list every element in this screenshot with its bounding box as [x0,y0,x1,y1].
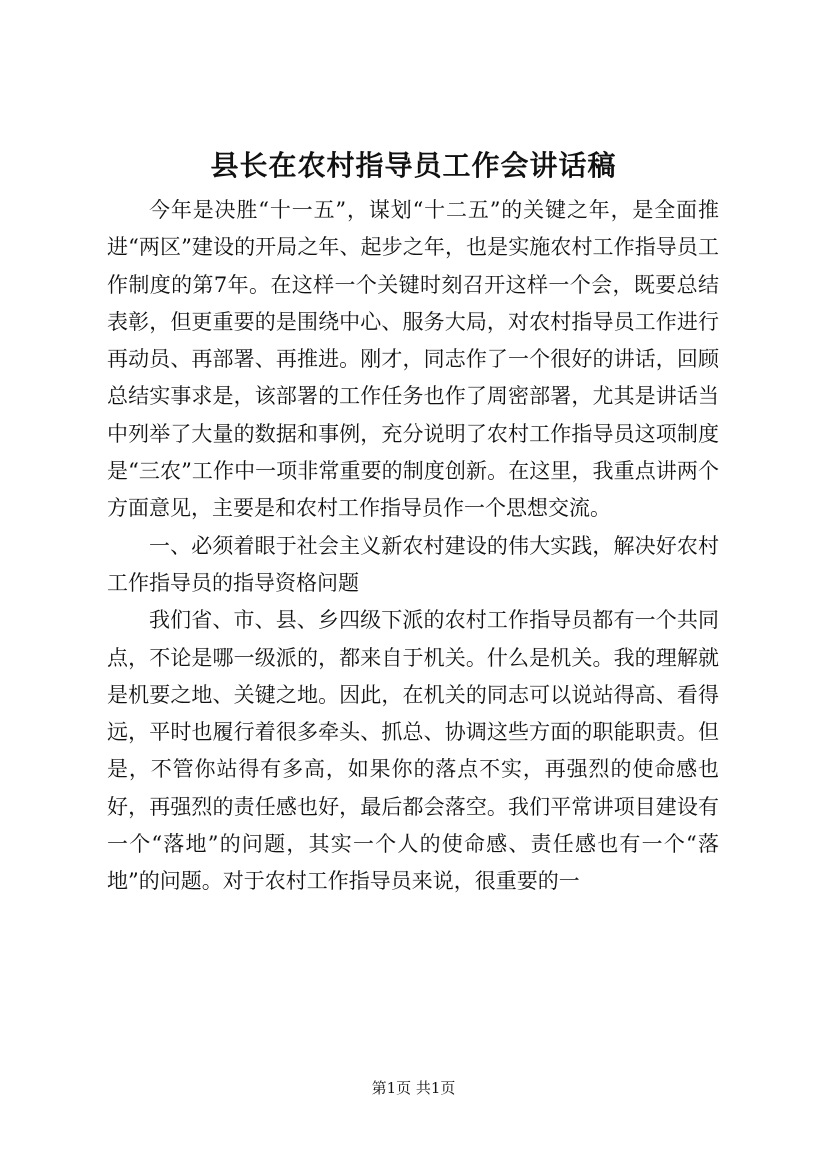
document-title: 县长在农村指导员工作会讲话稿 [210,149,617,182]
document-body [107,192,719,901]
section-heading-1: 一、必须着眼于社会主义新农村建设的伟大实践，解决好农村工作指导员的指导资格问题 [107,533,719,595]
page-footer: 第1页 共1页 [371,1079,456,1097]
paragraph-intro: 今年是决胜“十一五”，谋划“十二五”的关键之年，是全面推进“两区”建设的开局之年、起步之年，也是实施农村工作指导员工作制度的第7年。在这样一个关键时刻召开这样一个会，既要总结表彰，但更重要的是围绕中心、服务大局，对农村指导员工作进行再动员、再部署、再推进。刚才，同志作了一个很好的讲话，回顾总结实事求是，该部署的工作任务也作了周密部署，尤其是讲话当中列举了大量的数据和事例，充分说明了农村工作指导员这项制度是“三农”工作中一项非常重要的制度创新。在这里，我重点讲两个方面意见，主要是和农村工作指导员作一个思想交流。 [107,198,719,521]
paragraph-section-1: 我们省、市、县、乡四级下派的农村工作指导员都有一个共同点，不论是哪一级派的，都来自于机关。什么是机关。我的理解就是机要之地、关键之地。因此，在机关的同志可以说站得高、看得远，平时也履行着很多牵头、抓总、协调这些方面的职能职责。但是，不管你站得有多高，如果你的落点不实，再强烈的使命感也好，再强烈的责任感也好，最后都会落空。我们平常讲项目建设有一个“落地”的问题，其实一个人的使命感、责任感也有一个“落地”的问题。对于农村工作指导员来说，很重要的一 [107,608,719,894]
